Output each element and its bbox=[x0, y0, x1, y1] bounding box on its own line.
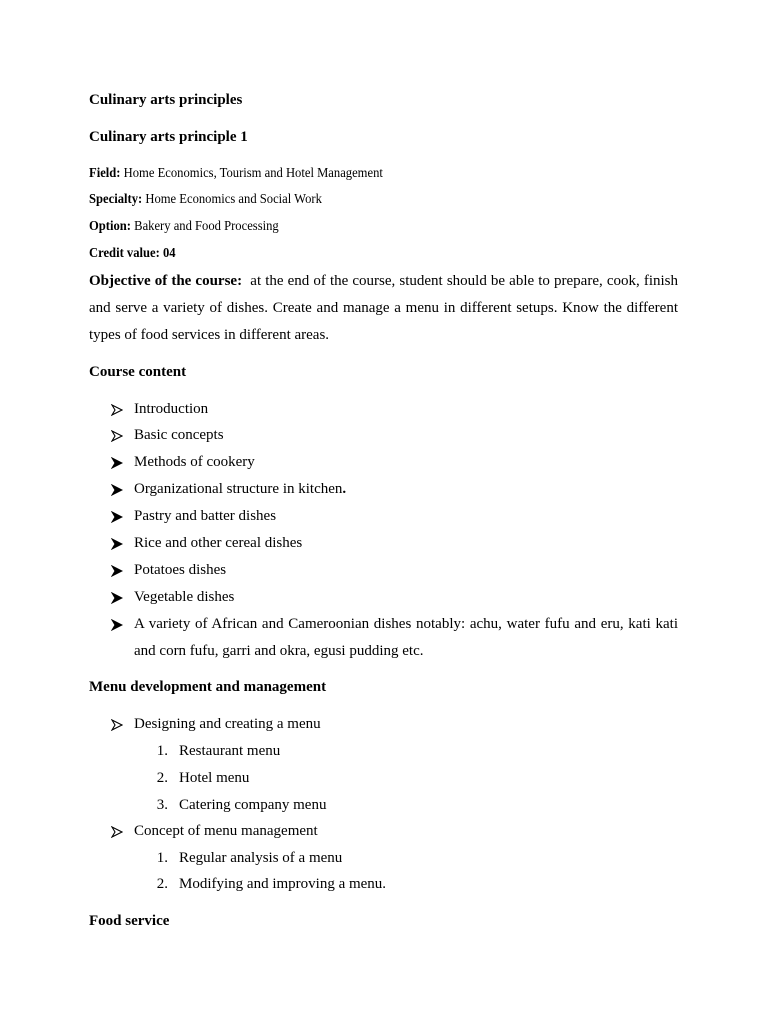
menu-item-regular-analysis: Regular analysis of a menu bbox=[179, 850, 343, 866]
course-content-heading: Course content bbox=[89, 364, 187, 380]
menu-item-hotel: Hotel menu bbox=[179, 770, 250, 786]
meta-specialty-label: Specialty: bbox=[89, 192, 143, 207]
list-number: 3. bbox=[156, 797, 168, 813]
menu-item-restaurant: Restaurant menu bbox=[179, 743, 281, 759]
arrow-bullet-icon bbox=[111, 430, 123, 442]
meta-field-label: Field: bbox=[89, 166, 121, 181]
objective-text: at the end of the course, student should be able to prepare, cook, finish and serve a variety of dishes. Create and manage a menu in different setups. Know the different types of food services in different areas. bbox=[89, 273, 679, 343]
course-item-organizational-structure-period: . bbox=[342, 481, 347, 497]
meta-specialty bbox=[89, 192, 322, 208]
course-item-vegetable: Vegetable dishes bbox=[134, 589, 235, 605]
arrow-bullet-icon bbox=[111, 457, 123, 469]
arrow-bullet-icon bbox=[111, 719, 123, 731]
meta-option bbox=[89, 219, 279, 235]
menu-item-modifying: Modifying and improving a menu. bbox=[179, 876, 387, 892]
arrow-bullet-icon bbox=[111, 592, 123, 604]
arrow-bullet-icon bbox=[111, 538, 123, 550]
objective-label: Objective of the course: bbox=[89, 273, 243, 289]
meta-credit-label: Credit value: 04 bbox=[89, 246, 176, 261]
arrow-bullet-icon bbox=[111, 511, 123, 523]
menu-group-designing: Designing and creating a menu bbox=[134, 716, 321, 732]
course-item-organizational-structure bbox=[134, 481, 346, 498]
menu-item-catering: Catering company menu bbox=[179, 797, 327, 813]
list-number: 1. bbox=[156, 850, 168, 866]
arrow-bullet-icon bbox=[111, 484, 123, 496]
document-subtitle: Culinary arts principle 1 bbox=[89, 129, 248, 145]
meta-specialty-value: Home Economics and Social Work bbox=[145, 192, 322, 207]
meta-option-value: Bakery and Food Processing bbox=[134, 219, 279, 234]
course-item-african-dishes: A variety of African and Cameroonian dishes notably: achu, water fufu and eru, kati kati and corn fufu, garri and okra, egusi pudding etc. bbox=[134, 616, 678, 659]
meta-field bbox=[89, 166, 383, 182]
document-title: Culinary arts principles bbox=[89, 92, 243, 108]
arrow-bullet-icon bbox=[111, 565, 123, 577]
objective-paragraph bbox=[89, 268, 678, 349]
course-item-potatoes: Potatoes dishes bbox=[134, 562, 227, 578]
menu-group-management: Concept of menu management bbox=[134, 823, 318, 839]
arrow-bullet-icon bbox=[111, 619, 123, 631]
menu-section-heading: Menu development and management bbox=[89, 679, 327, 695]
course-item-rice-cereal: Rice and other cereal dishes bbox=[134, 535, 303, 551]
meta-field-value: Home Economics, Tourism and Hotel Management bbox=[123, 166, 383, 181]
course-item-pastry-batter: Pastry and batter dishes bbox=[134, 508, 277, 524]
meta-option-label: Option: bbox=[89, 219, 132, 234]
list-number: 1. bbox=[156, 743, 168, 759]
food-service-heading: Food service bbox=[89, 913, 170, 929]
course-item-methods-of-cookery: Methods of cookery bbox=[134, 454, 255, 470]
list-number: 2. bbox=[156, 770, 168, 786]
list-number: 2. bbox=[156, 876, 168, 892]
course-item-organizational-structure-text: Organizational structure in kitchen bbox=[134, 481, 343, 497]
arrow-bullet-icon bbox=[111, 404, 123, 416]
arrow-bullet-icon bbox=[111, 826, 123, 838]
course-item-introduction: Introduction bbox=[134, 401, 209, 417]
course-item-basic-concepts: Basic concepts bbox=[134, 427, 224, 443]
meta-credit bbox=[89, 246, 176, 262]
